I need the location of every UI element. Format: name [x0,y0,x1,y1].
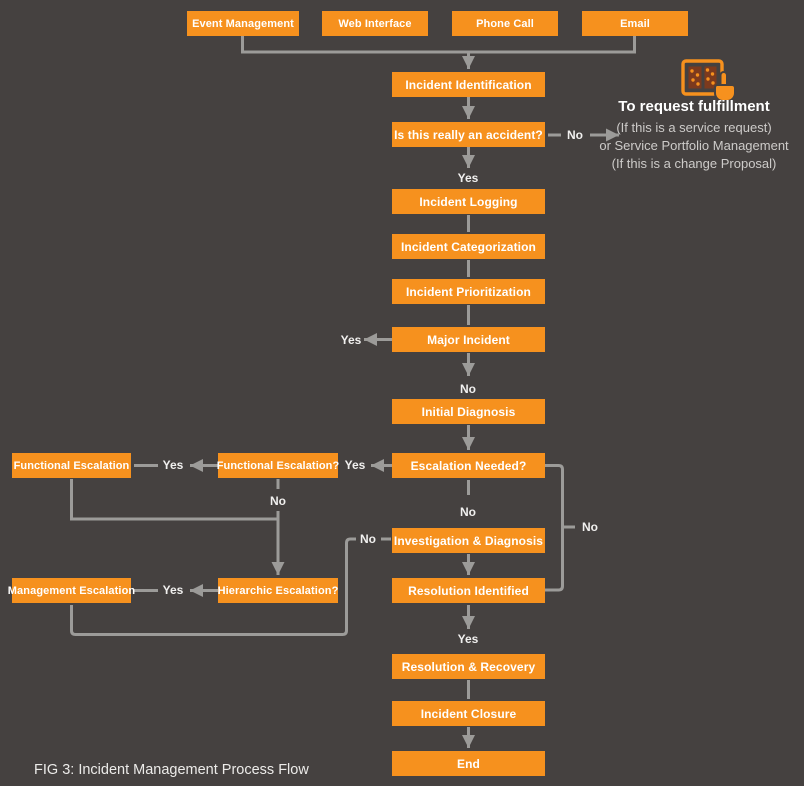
label-no-major-incident: No [460,382,476,396]
node-management-escalation: Management Escalation [12,578,131,603]
label-no-accident: No [567,128,583,142]
connector-functional-merge [72,479,277,519]
node-incident-categorization: Incident Categorization [392,234,545,259]
label-no-functional-escalation: No [270,494,286,508]
request-fulfillment-annotation [586,98,802,173]
node-investigation-diagnosis: Investigation & Diagnosis [392,528,545,553]
node-is-accident: Is this really an accident? [392,122,545,147]
node-functional-escalation-q: Functional Escalation? [218,453,338,478]
label-yes-functional-escalation: Yes [162,458,184,472]
connector-sources-collector [243,36,635,52]
node-event-management: Event Management [187,11,299,36]
node-email: Email [582,11,688,36]
label-no-investigation: No [360,532,376,546]
node-end: End [392,751,545,776]
annotation-title: To request fulfillment [618,98,770,115]
label-yes-major-incident: Yes [340,333,362,347]
node-incident-prioritization: Incident Prioritization [392,279,545,304]
node-incident-closure: Incident Closure [392,701,545,726]
label-no-resolution-loop: No [582,520,598,534]
node-escalation-needed: Escalation Needed? [392,453,545,478]
label-yes-accident: Yes [457,171,479,185]
label-yes-escalation-needed: Yes [344,458,366,472]
node-resolution-identified: Resolution Identified [392,578,545,603]
connector-resolution-no-loop [545,466,563,591]
node-initial-diagnosis: Initial Diagnosis [392,399,545,424]
node-hierarchic-escalation-q: Hierarchic Escalation? [218,578,338,603]
label-yes-hierarchic-escalation: Yes [162,583,184,597]
annotation-line-3: (If this is a change Proposal) [611,156,777,171]
node-web-interface: Web Interface [322,11,428,36]
label-yes-resolution: Yes [457,632,479,646]
node-functional-escalation: Functional Escalation [12,453,131,478]
node-major-incident: Major Incident [392,327,545,352]
figure-caption: FIG 3: Incident Management Process Flow [34,762,309,778]
annotation-line-1: (If this is a service request) [616,120,772,135]
node-resolution-recovery: Resolution & Recovery [392,654,545,679]
pointing-hand-icon [715,72,735,101]
node-phone-call: Phone Call [452,11,558,36]
node-incident-logging: Incident Logging [392,189,545,214]
label-no-escalation-needed: No [460,505,476,519]
annotation-line-2: or Service Portfolio Management [599,138,789,153]
node-incident-identification: Incident Identification [392,72,545,97]
